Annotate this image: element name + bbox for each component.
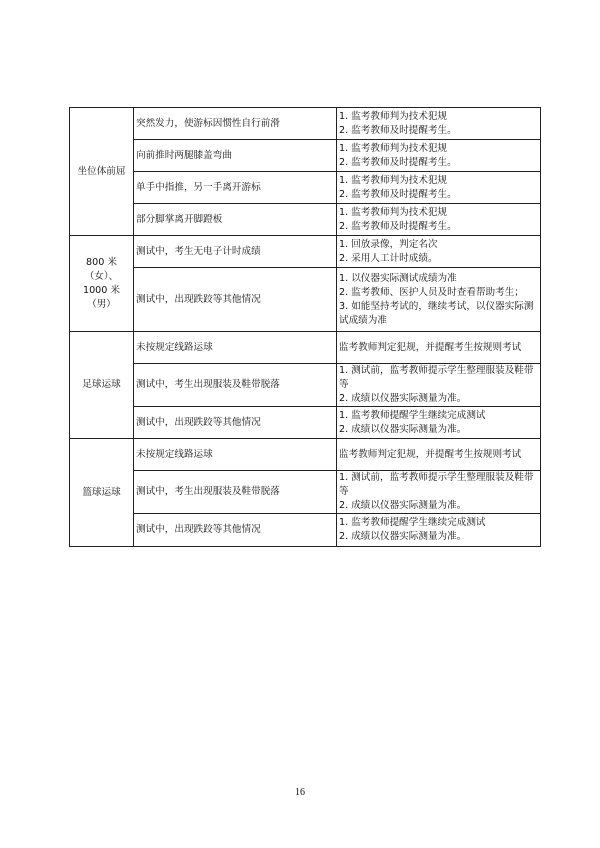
table-row: [70, 108, 541, 140]
result-cell: [337, 364, 541, 407]
result-line: 2. 成绩以仪器实际测量为准。: [339, 423, 467, 435]
result-line: 2. 成绩以仪器实际测量为准。: [339, 393, 467, 404]
result-line: 1. 监考教师提醒学生继续完成测试: [339, 409, 486, 421]
result-line: 1. 回放录像，判定名次: [339, 238, 438, 250]
result-line: 1. 测试前，监考教师提示学生整理服装及鞋带等: [339, 472, 534, 497]
result-line: 1. 监考教师判为技术犯规: [339, 142, 448, 154]
result-line: 2. 监考教师及时提醒考生。: [339, 124, 457, 136]
item-cell: 测试中，考生出现服装及鞋带脱落: [134, 471, 337, 514]
category-line: 800 米（女）、: [84, 256, 119, 282]
result-cell: [337, 108, 541, 140]
page-number: 16: [295, 787, 305, 798]
result-line: 监考教师判定犯规，并提醒考生按规则考试: [339, 448, 522, 460]
table-row: [70, 471, 541, 514]
result-cell: [337, 332, 541, 364]
result-cell: [337, 236, 541, 268]
table-row: [70, 407, 541, 439]
result-line: 3. 如能坚持考试的，继续考试，以仪器实际测试成绩为准: [339, 300, 534, 326]
table-row: [70, 514, 541, 547]
result-line: 2. 监考教师及时提醒考生。: [339, 220, 457, 232]
result-line: 2. 监考教师、医护人员及时查看帮助考生；: [339, 286, 524, 298]
table-row: [70, 236, 541, 268]
item-cell: 未按规定线路运球: [134, 332, 337, 364]
result-cell: [337, 268, 541, 332]
category-cell: 篮球运球: [70, 439, 134, 547]
result-line: 2. 监考教师及时提醒考生。: [339, 156, 457, 168]
result-line: 1. 测试前，监考教师提示学生整理服装及鞋带等: [339, 365, 534, 390]
result-line: 1. 以仪器实际测试成绩为准: [339, 272, 457, 284]
result-cell: [337, 140, 541, 172]
item-cell: 突然发力，使游标因惯性自行前滑: [134, 108, 337, 140]
result-cell: [337, 439, 541, 471]
result-line: 2. 成绩以仪器实际测量为准。: [339, 531, 467, 542]
category-cell: 坐位体前屈: [70, 108, 134, 236]
category-cell: [70, 236, 134, 332]
rules-table: [69, 107, 541, 547]
category-line: 1000 米（男）: [82, 284, 121, 310]
result-line: 监考教师判定犯规，并提醒考生按规则考试: [339, 341, 522, 353]
table-row: [70, 140, 541, 172]
item-cell: 单手中指推，另一手离开游标: [134, 172, 337, 204]
item-cell: 测试中，出现跌跤等其他情况: [134, 268, 337, 332]
table-row: [70, 439, 541, 471]
result-line: 1. 监考教师提醒学生继续完成测试: [339, 517, 486, 528]
table-row: [70, 332, 541, 364]
result-line: 1. 监考教师判为技术犯规: [339, 110, 448, 122]
item-cell: 测试中，考生无电子计时成绩: [134, 236, 337, 268]
result-line: 2. 监考教师及时提醒考生。: [339, 188, 457, 200]
result-cell: [337, 172, 541, 204]
item-cell: 未按规定线路运球: [134, 439, 337, 471]
category-cell: 足球运球: [70, 332, 134, 439]
result-line: 2. 成绩以仪器实际测量为准。: [339, 500, 467, 511]
result-line: 1. 监考教师判为技术犯规: [339, 206, 448, 218]
result-cell: [337, 514, 541, 547]
item-cell: 测试中，出现跌跤等其他情况: [134, 407, 337, 439]
result-cell: [337, 471, 541, 514]
table-row: [70, 364, 541, 407]
table-row: [70, 268, 541, 332]
table-row: [70, 204, 541, 236]
table-row: [70, 172, 541, 204]
result-line: 1. 监考教师判为技术犯规: [339, 174, 448, 186]
result-cell: [337, 407, 541, 439]
item-cell: 测试中，考生出现服装及鞋带脱落: [134, 364, 337, 407]
result-cell: [337, 204, 541, 236]
item-cell: 测试中，出现跌跤等其他情况: [134, 514, 337, 547]
result-line: 2. 采用人工计时成绩。: [339, 252, 438, 264]
item-cell: 部分脚掌离开脚蹬板: [134, 204, 337, 236]
item-cell: 向前推时两腿膝盖弯曲: [134, 140, 337, 172]
